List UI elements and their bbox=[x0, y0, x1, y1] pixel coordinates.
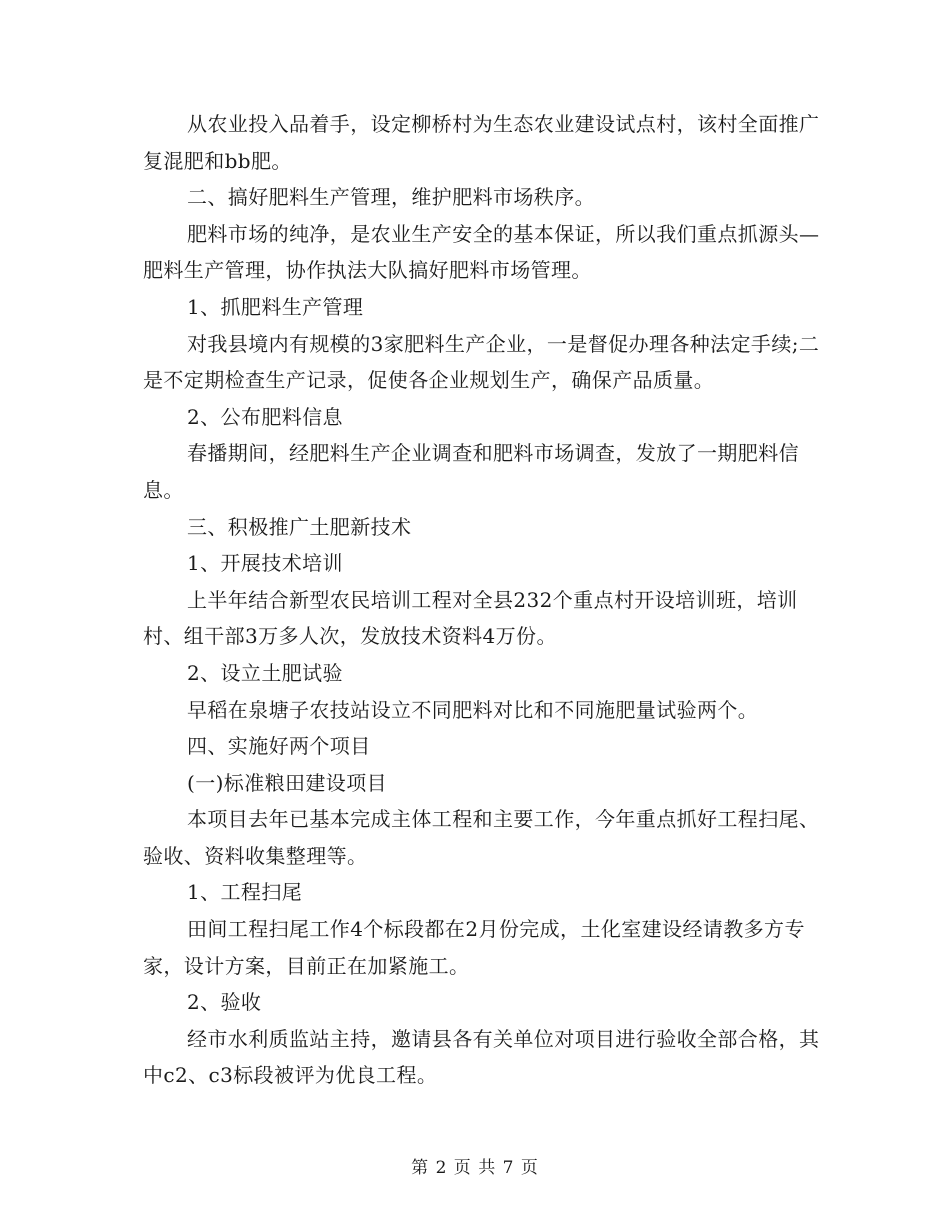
paragraph: 从农业投入品着手，设定柳桥村为生态农业建设试点村，该村全面推广复混肥和bb肥。 bbox=[143, 112, 820, 173]
paragraph: 肥料市场的纯净，是农业生产安全的基本保证，所以我们重点抓源头—肥料生产管理，协作执法大队搞好肥料市场管理。 bbox=[143, 221, 820, 283]
section-heading: 四、实施好两个项目 bbox=[187, 734, 371, 759]
paragraph: 早稻在泉塘子农技站设立不同肥料对比和不同施肥量试验两个。 bbox=[187, 697, 759, 722]
paragraph: 本项目去年已基本完成主体工程和主要工作，今年重点抓好工程扫尾、验收、资料收集整理等。 bbox=[143, 807, 820, 868]
paragraph: 经市水利质监站主持，邀请县各有关单位对项目进行验收全部合格，其中c2、c3标段被评为优良工程。 bbox=[143, 1026, 820, 1088]
document-body bbox=[143, 106, 823, 1094]
subsection-heading: 2、公布肥料信息 bbox=[187, 404, 343, 429]
subsection-heading: 1、开展技术培训 bbox=[187, 551, 343, 576]
page-number-footer: 第 2 页 共 7 页 bbox=[411, 1158, 539, 1178]
paragraph: 田间工程扫尾工作4个标段都在2月份完成，土化室建设经请教多方专家，设计方案，目前正在加紧施工。 bbox=[143, 917, 805, 978]
paragraph: 上半年结合新型农民培训工程对全县232个重点村开设培训班，培训村、组干部3万多人次，发放技术资料4万份。 bbox=[143, 587, 798, 649]
paragraph: 春播期间，经肥料生产企业调查和肥料市场调查，发放了一期肥料信息。 bbox=[143, 441, 799, 502]
section-heading: 二、搞好肥料生产管理，维护肥料市场秩序。 bbox=[187, 185, 595, 210]
paragraph: 对我县境内有规模的3家肥料生产企业，一是督促办理各种法定手续;二是不定期检查生产记录，促使各企业规划生产，确保产品质量。 bbox=[143, 331, 820, 393]
subsection-heading: 1、抓肥料生产管理 bbox=[187, 294, 364, 319]
subsection-heading: 1、工程扫尾 bbox=[187, 880, 303, 905]
subsection-heading: 2、验收 bbox=[187, 990, 262, 1015]
subsection-heading: 2、设立土肥试验 bbox=[187, 660, 343, 685]
section-heading: 三、积极推广土肥新技术 bbox=[187, 514, 412, 539]
subsection-heading: (一)标准粮田建设项目 bbox=[187, 770, 388, 795]
